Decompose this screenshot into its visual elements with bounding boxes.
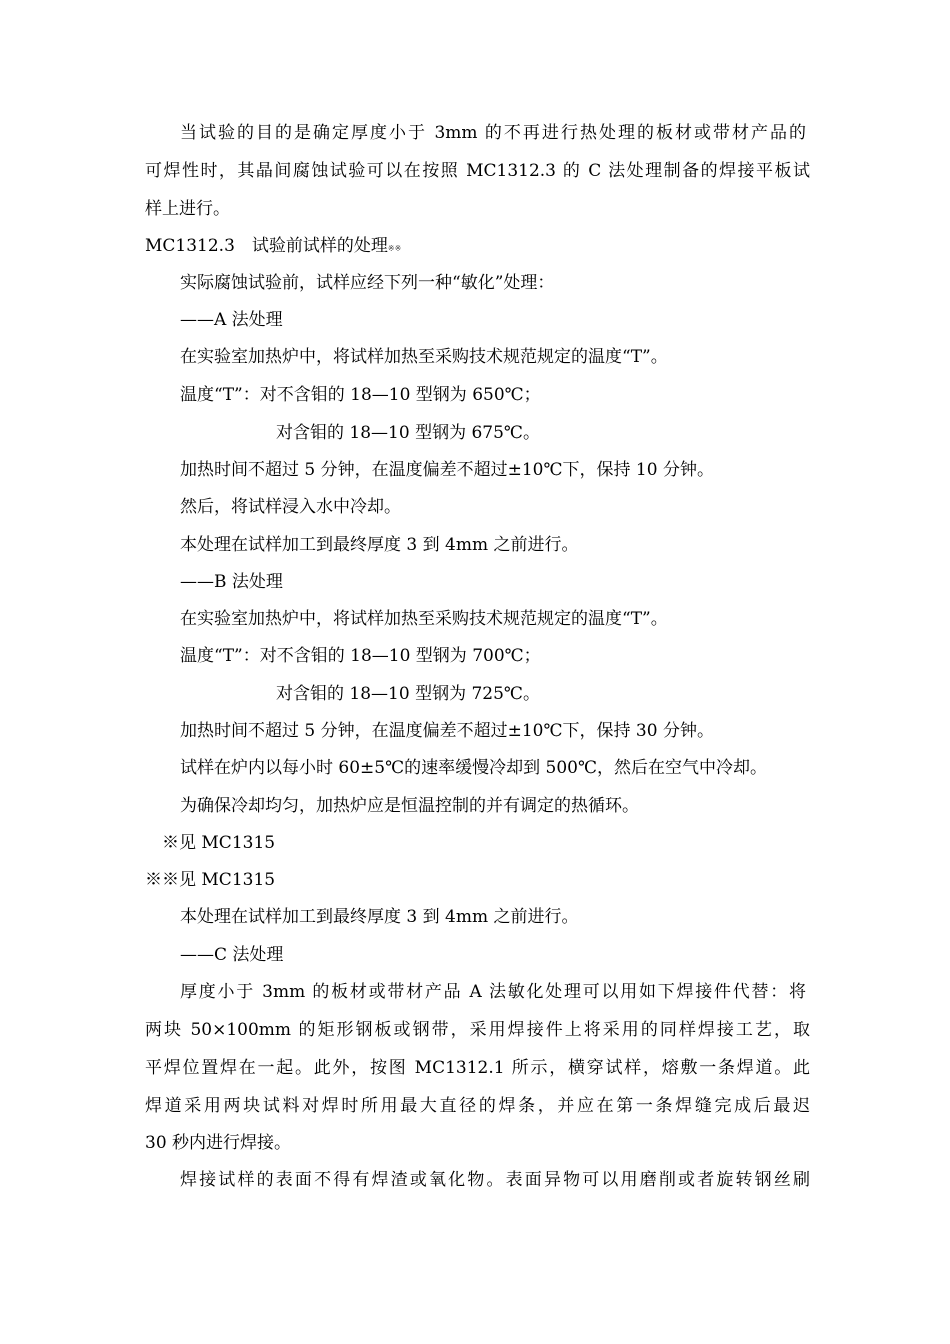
footnote: ※见 MC1315 [162, 833, 276, 853]
paragraph-line: 实际腐蚀试验前，试样应经下列一种“敏化”处理： [180, 273, 555, 293]
paragraph-line: 对含钼的 18—10 型钢为 725℃。 [276, 684, 540, 704]
paragraph-line: 焊接试样的表面不得有焊渣或氧化物。表面异物可以用磨削或者旋转钢丝刷 [180, 1170, 810, 1190]
paragraph-line: 30 秒内进行焊接。 [145, 1133, 292, 1153]
method-heading: ——C 法处理 [180, 945, 284, 965]
paragraph-line: 焊道采用两块试料对焊时所用最大直径的焊条，并应在第一条焊缝完成后最迟 [145, 1096, 810, 1116]
paragraph-line: 然后，将试样浸入水中冷却。 [180, 497, 401, 517]
paragraph-line: 当试验的目的是确定厚度小于 3mm 的不再进行热处理的板材或带材产品的 [180, 123, 806, 143]
paragraph-line: 厚度小于 3mm 的板材或带材产品 A 法敏化处理可以用如下焊接件代替：将 [180, 982, 806, 1002]
paragraph-line: 在实验室加热炉中，将试样加热至采购技术规范规定的温度“T”。 [180, 609, 668, 629]
paragraph-line: 加热时间不超过 5 分钟，在温度偏差不超过±10℃下，保持 30 分钟。 [180, 721, 714, 741]
paragraph-line: 两块 50×100mm 的矩形钢板或钢带，采用焊接件上将采用的同样焊接工艺，取 [145, 1020, 810, 1040]
paragraph-line: 本处理在试样加工到最终厚度 3 到 4mm 之前进行。 [180, 535, 579, 555]
paragraph-line: 本处理在试样加工到最终厚度 3 到 4mm 之前进行。 [180, 907, 579, 927]
paragraph-line: 温度“T”：对不含钼的 18—10 型钢为 650℃； [180, 385, 541, 405]
paragraph-line: 平焊位置焊在一起。此外，按图 MC1312.1 所示，横穿试样，熔敷一条焊道。此 [145, 1058, 810, 1078]
paragraph-line: 对含钼的 18—10 型钢为 675℃。 [276, 423, 540, 443]
method-heading: ——A 法处理 [180, 310, 283, 330]
paragraph-line: 为确保冷却均匀，加热炉应是恒温控制的并有调定的热循环。 [180, 796, 639, 816]
section-heading [145, 235, 401, 260]
paragraph-line: 在实验室加热炉中，将试样加热至采购技术规范规定的温度“T”。 [180, 347, 668, 367]
paragraph-line: 加热时间不超过 5 分钟，在温度偏差不超过±10℃下，保持 10 分钟。 [180, 460, 714, 480]
paragraph-line: 试样在炉内以每小时 60±5℃的速率缓慢冷却到 500℃，然后在空气中冷却。 [180, 758, 767, 778]
paragraph-line: 可焊性时，其晶间腐蚀试验可以在按照 MC1312.3 的 C 法处理制备的焊接平板试 [145, 161, 810, 181]
footnote: ※※见 MC1315 [145, 870, 276, 890]
footnote-marker: ※※ [387, 244, 402, 253]
section-heading-text: MC1312.3 试验前试样的处理 [145, 236, 388, 256]
paragraph-line: 温度“T”：对不含钼的 18—10 型钢为 700℃； [180, 646, 541, 666]
paragraph-line: 样上进行。 [145, 199, 230, 219]
method-heading: ——B 法处理 [180, 572, 283, 592]
